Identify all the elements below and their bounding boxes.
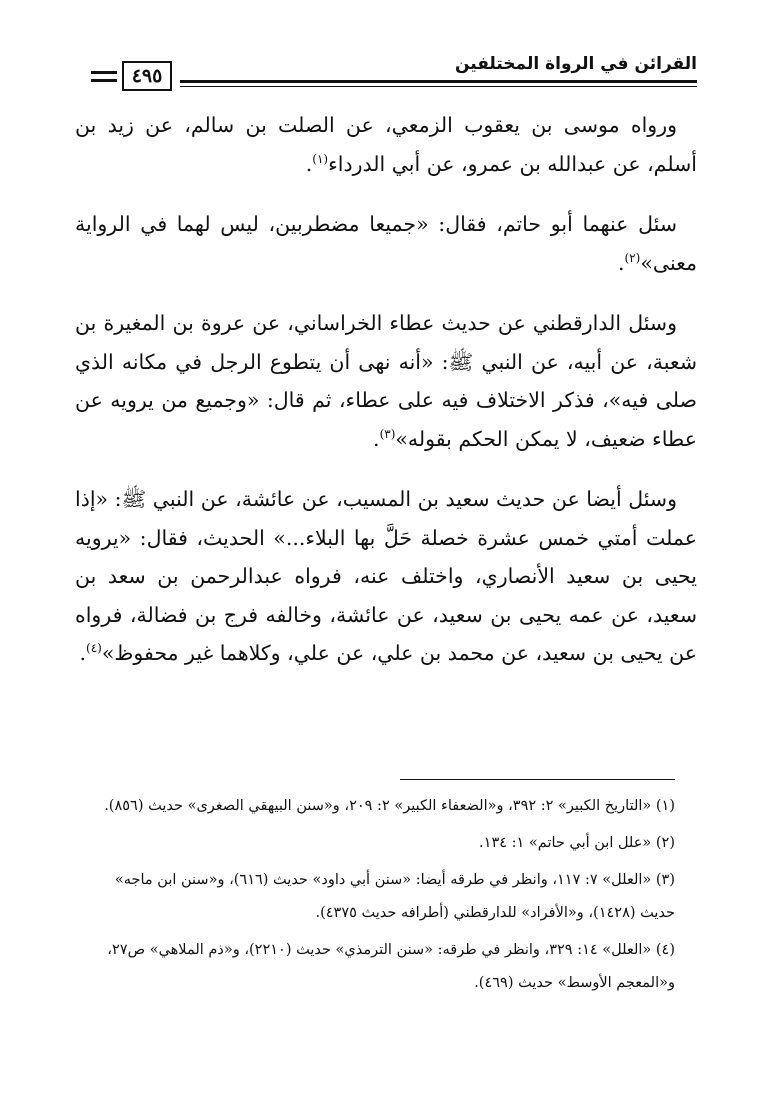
footnote-reference: (٢) — [624, 250, 641, 265]
footnote-separator — [400, 779, 675, 780]
page-number-rule — [91, 71, 117, 74]
footnote: (٤) «العلل» ١٤: ٣٢٩، وانظر في طرقه: «سنن الترمذي» حديث (٢٢١٠)، و«ذم الملاهي» ص٢٧، و«المعجم الأوسط» حديث (٤٦٩). — [107, 942, 675, 991]
header-rule-thin — [180, 86, 697, 87]
paragraph: سئل عنهما أبو حاتم، فقال: «جميعا مضطربين، ليس لهما في الرواية معنى»$^{(٢)}$. — [75, 212, 697, 275]
header-rule — [180, 80, 697, 83]
footnote-reference: (٤) — [86, 641, 102, 656]
footnote: (٢) «علل ابن أبي حاتم» ١: ١٣٤. — [479, 835, 675, 851]
footnote: (١) «التاريخ الكبير» ٢: ٣٩٢، و«الضعفاء الكبير» ٢: ٢٠٩، و«سنن البيهقي الصغرى» حديث (٨٥٦). — [104, 798, 675, 814]
footnotes — [80, 790, 675, 1004]
footnote-reference: (١) — [312, 151, 329, 166]
paragraph: ورواه موسى بن يعقوب الزمعي، عن الصلت بن سالم، عن زيد بن أسلم، عن عبدالله بن عمرو، عن أبي الدرداء$^{(١)}$. — [75, 113, 697, 176]
page-number-rule — [91, 79, 117, 82]
page-number: ٤٩٥ — [122, 61, 172, 91]
footnote-reference: (٣) — [379, 426, 396, 441]
running-title: القرائن في الرواة المختلفين — [454, 54, 697, 74]
main-text — [75, 106, 697, 695]
paragraph: وسئل الدارقطني عن حديث عطاء الخراساني، عن عروة بن المغيرة بن شعبة، عن أبيه، عن النبي ﷺ: «أنه نهى أن يتطوع الرجل في مكانه الذي صلى فيه»، فذكر الاختلاف فيه على عطاء، ثم قال: «وجميع من يرويه عن عطاء ضعيف، لا يمكن الحكم بقوله»$^{(٣)}$. — [75, 311, 697, 451]
footnote: (٣) «العلل» ٧: ١١٧، وانظر في طرقه أيضا: «سنن أبي داود» حديث (٦١٦)، و«سنن ابن ماجه» حديث (١٤٢٨)، و«الأفراد» للدارقطني (أطرافه حديث ٤٣٧٥). — [114, 872, 675, 921]
paragraph: وسئل أيضا عن حديث سعيد بن المسيب، عن عائشة، عن النبي ﷺ: «إذا عملت أمتي خمس عشرة خصلة حَلَّ بها البلاء...» الحديث، فقال: «يرويه يحيى بن سعيد الأنصاري، واختلف عنه، فرواه عبدالرحمن بن سعد بن سعيد، عن عمه يحيى بن سعيد، عن عائشة، وخالفه فرج بن فضالة، فرواه عن يحيى بن سعيد، عن محمد بن علي، عن علي، وكلاهما غير محفوظ»$^{(٤)}$. — [75, 487, 697, 665]
